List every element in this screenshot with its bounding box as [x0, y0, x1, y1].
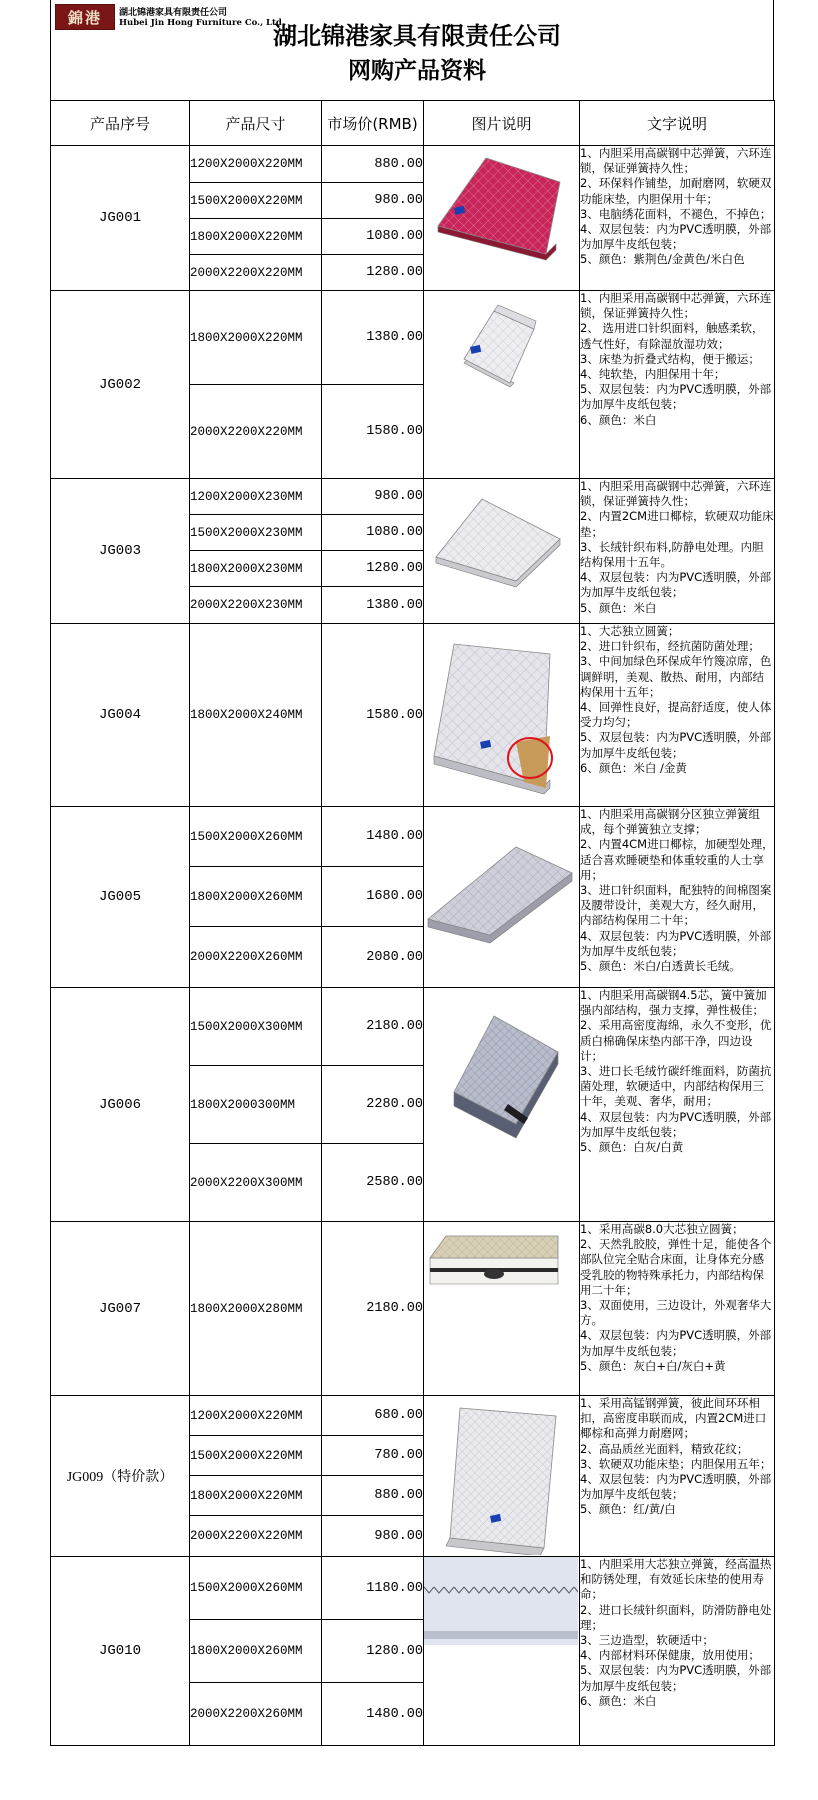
- description-line: 2、进口针织布，经抗菌防菌处理；: [580, 639, 760, 654]
- logo-seal-text: 錦港: [67, 8, 102, 27]
- product-description: [580, 479, 774, 622]
- product-price: 2180.00: [322, 1222, 424, 1396]
- product-price: 1280.00: [322, 255, 424, 291]
- product-size: 1500X2000X220MM: [190, 183, 322, 219]
- product-id: JG009（特价款）: [51, 1396, 190, 1557]
- product-image: [424, 624, 578, 804]
- product-image-cell: [424, 807, 580, 988]
- description-line: 6、颜色：米白: [580, 1693, 657, 1708]
- product-price: 1680.00: [322, 867, 424, 927]
- product-image: [424, 146, 578, 289]
- description-line: 4、纯软垫，内胆保用十年；: [580, 367, 726, 382]
- description-line: 4、双层包装：内为PVC透明膜，外部为加厚牛皮纸包装；: [580, 1328, 772, 1358]
- description-line: 4、回弹性良好，提高舒适度，使人体受力均匀；: [580, 700, 772, 730]
- description-line: 3、软硬双功能床垫；内胆保用五年；: [580, 1456, 772, 1471]
- product-image-cell: [424, 291, 580, 479]
- product-image-cell: [424, 1396, 580, 1557]
- column-header-id: 产品序号: [51, 101, 190, 146]
- page-title: 湖北锦港家具有限责任公司: [273, 22, 561, 50]
- table-row: [51, 1396, 775, 1436]
- product-image: [424, 1222, 578, 1394]
- product-price: 1080.00: [322, 219, 424, 255]
- product-description: [580, 1557, 774, 1744]
- product-price: 1380.00: [322, 587, 424, 624]
- product-price: 880.00: [322, 146, 424, 183]
- description-line: 2、天然乳胶胶，弹性十足，能使各个部队位完全贴合床面，让身体充分感受乳胶的物特殊承托力，内部结构保用二十年；: [580, 1237, 772, 1297]
- product-id: JG006: [51, 988, 190, 1222]
- product-price: 1280.00: [322, 551, 424, 587]
- table-row: [51, 291, 775, 385]
- product-id: JG004: [51, 624, 190, 807]
- product-description-cell: [580, 1222, 775, 1396]
- column-header-price: 市场价(RMB): [322, 101, 424, 146]
- product-table-body: [51, 146, 775, 1746]
- description-line: 5、颜色：紫荆色/金黄色/米白色: [580, 252, 745, 267]
- table-row: [51, 1557, 775, 1620]
- product-size: 2000X2200X260MM: [190, 1683, 322, 1746]
- product-price: 2280.00: [322, 1066, 424, 1144]
- description-line: 4、双层包装：内为PVC透明膜，外部为加厚牛皮纸包装；: [580, 222, 772, 252]
- product-size: 1500X2000X230MM: [190, 515, 322, 551]
- product-image-cell: [424, 1222, 580, 1396]
- description-line: 3、电脑绣花面料，不褪色，不掉色；: [580, 206, 772, 221]
- description-line: 5、颜色：白灰/白黄: [580, 1140, 684, 1155]
- product-size: 1200X2000X230MM: [190, 479, 322, 515]
- product-image: [424, 479, 578, 622]
- product-image-cell: [424, 988, 580, 1222]
- product-description-cell: [580, 624, 775, 807]
- description-line: 3、双面使用，三边设计，外观奢华大方。: [580, 1298, 772, 1328]
- product-description: [580, 291, 774, 477]
- product-size: 2000X2200X300MM: [190, 1144, 322, 1222]
- product-description: [580, 624, 774, 805]
- product-id: JG002: [51, 291, 190, 479]
- product-size: 1800X2000X280MM: [190, 1222, 322, 1396]
- product-price: 980.00: [322, 479, 424, 515]
- description-line: 1、内胆采用高碳钢中芯弹簧，六环连锁，保证弹簧持久性；: [580, 479, 772, 509]
- product-table: [50, 100, 775, 1746]
- product-image: [424, 988, 578, 1168]
- description-line: 6、颜色：米白 /金黄: [580, 760, 687, 775]
- table-row: [51, 807, 775, 867]
- description-line: 3、床垫为折叠式结构，便于搬运；: [580, 351, 760, 366]
- product-price: 1480.00: [322, 807, 424, 867]
- description-line: 2、环保料作铺垫，加耐磨网，软硬双功能床垫，内胆保用十年；: [580, 176, 772, 206]
- product-price: 2080.00: [322, 927, 424, 988]
- product-price: 980.00: [322, 183, 424, 219]
- product-size: 1800X2000X220MM: [190, 1476, 322, 1516]
- logo-company-name-cn: 湖北锦港家具有限责任公司: [119, 8, 228, 18]
- description-line: 5、颜色：米白: [580, 600, 657, 615]
- description-line: 5、颜色：红/黄/白: [580, 1502, 676, 1517]
- product-description: [580, 807, 774, 986]
- product-price: 780.00: [322, 1436, 424, 1476]
- description-line: 3、长绒针织布料,防静电处理。内胆结构保用十五年。: [580, 539, 764, 570]
- product-description: [580, 1396, 774, 1555]
- description-line: 1、内胆采用大芯独立弹簧，经高温热和防锈处理，有效延长床垫的使用寿命；: [580, 1557, 772, 1602]
- product-price: 1480.00: [322, 1683, 424, 1746]
- description-line: 2、 选用进口针织面料，触感柔软，透气性好，有除湿放湿功效；: [580, 321, 764, 351]
- description-line: 1、采用高锰钢弹簧，彼此间环环相扣，高密度串联而成，内置2CM进口椰棕和高弹力耐磨网；: [580, 1396, 767, 1441]
- product-price: 1580.00: [322, 385, 424, 479]
- description-line: 1、内胆采用高碳钢4.5芯，簧中簧加强内部结构，强力支撑，弹性极佳；: [580, 988, 767, 1018]
- product-size: 1200X2000X220MM: [190, 146, 322, 183]
- product-sheet: [50, 0, 774, 1800]
- product-price: 680.00: [322, 1396, 424, 1436]
- product-size: 2000X2200X220MM: [190, 1516, 322, 1557]
- product-image: [424, 1557, 578, 1737]
- product-size: 1800X2000X230MM: [190, 551, 322, 587]
- description-line: 1、内胆采用高碳钢分区独立弹簧组成，每个弹簧独立支撑；: [580, 807, 760, 837]
- description-line: 1、内胆采用高碳钢中芯弹簧，六环连锁，保证弹簧持久性；: [580, 291, 772, 321]
- product-image-cell: [424, 146, 580, 291]
- product-price: 1180.00: [322, 1557, 424, 1620]
- description-line: 4、双层包装：内为PVC透明膜，外部为加厚牛皮纸包装；: [580, 1109, 772, 1139]
- description-line: 5、双层包装：内为PVC透明膜，外部为加厚牛皮纸包装；: [580, 382, 772, 412]
- description-line: 5、颜色：灰白+白/灰白+黄: [580, 1358, 726, 1373]
- product-description-cell: [580, 807, 775, 988]
- product-price: 880.00: [322, 1476, 424, 1516]
- description-line: 1、采用高碳8.0大芯独立圆簧；: [580, 1222, 744, 1236]
- description-line: 3、三边造型，软硬适中；: [580, 1633, 714, 1648]
- table-row: [51, 988, 775, 1066]
- description-line: 2、高品质丝光面料，精致花纹；: [580, 1441, 749, 1456]
- description-line: 1、大芯独立圆簧；: [580, 624, 680, 638]
- sheet-header: [50, 0, 774, 100]
- table-header-row: [51, 101, 775, 146]
- product-size: 1200X2000X220MM: [190, 1396, 322, 1436]
- product-description-cell: [580, 146, 775, 291]
- product-size: 1500X2000X260MM: [190, 807, 322, 867]
- product-description-cell: [580, 291, 775, 479]
- description-line: 4、双层包装：内为PVC透明膜，外部为加厚牛皮纸包装；: [580, 1472, 772, 1502]
- page-subtitle: 网购产品资料: [348, 58, 486, 84]
- product-image: [424, 807, 578, 986]
- product-description: [580, 146, 774, 289]
- description-line: 1、内胆采用高碳钢中芯弹簧，六环连锁，保证弹簧持久性；: [580, 146, 772, 176]
- description-line: 5、颜色：米白/白透黄长毛绒。: [580, 959, 741, 974]
- product-size: 2000X2200X220MM: [190, 255, 322, 291]
- product-size: 1800X2000X260MM: [190, 867, 322, 927]
- product-id: JG001: [51, 146, 190, 291]
- product-price: 1080.00: [322, 515, 424, 551]
- description-line: 5、双层包装：内为PVC透明膜，外部为加厚牛皮纸包装；: [580, 1663, 772, 1693]
- product-id: JG007: [51, 1222, 190, 1396]
- description-line: 3、中间加绿色环保成年竹篾凉席，色调鲜明，美观、散热、耐用，内部结构保用十五年；: [580, 654, 772, 699]
- product-price: 1280.00: [322, 1620, 424, 1683]
- product-size: 2000X2200X260MM: [190, 927, 322, 988]
- description-line: 2、内置4CM进口椰棕，加硬型处理，适合喜欢睡硬垫和体重较重的人士享用；: [580, 837, 774, 882]
- description-line: 2、采用高密度海绵，永久不变形，优质白棉确保床垫内部干净，四边设计；: [580, 1018, 772, 1063]
- product-description-cell: [580, 1396, 775, 1557]
- description-line: 3、进口长毛绒竹碳纤维面料，防菌抗菌处理，软硬适中，内部结构保用三十年，美观、奢华，耐用；: [580, 1064, 772, 1109]
- product-image-cell: [424, 1557, 580, 1746]
- product-size: 1800X2000X220MM: [190, 219, 322, 255]
- product-size: 2000X2200X230MM: [190, 587, 322, 624]
- description-line: 4、内部材料环保健康，放用使用；: [580, 1648, 760, 1663]
- product-size: 1800X2000X260MM: [190, 1620, 322, 1683]
- logo-company-name-en: Hubei Jin Hong Furniture Co., Ltd.: [119, 18, 285, 28]
- description-line: 4、双层包装：内为PVC透明膜，外部为加厚牛皮纸包装；: [580, 928, 772, 958]
- description-line: 2、进口长绒针织面料，防滑防静电处理；: [580, 1602, 772, 1632]
- product-size: 2000X2200X220MM: [190, 385, 322, 479]
- product-size: 1500X2000X300MM: [190, 988, 322, 1066]
- table-row: [51, 479, 775, 515]
- product-size: 1800X2000X240MM: [190, 624, 322, 807]
- product-size: 1500X2000X220MM: [190, 1436, 322, 1476]
- product-size: 1500X2000X260MM: [190, 1557, 322, 1620]
- product-description: [580, 988, 774, 1220]
- product-price: 1380.00: [322, 291, 424, 385]
- column-header-size: 产品尺寸: [190, 101, 322, 146]
- product-price: 2180.00: [322, 988, 424, 1066]
- product-price: 1580.00: [322, 624, 424, 807]
- column-header-image: 图片说明: [424, 101, 580, 146]
- product-description-cell: [580, 1557, 775, 1746]
- product-id: JG003: [51, 479, 190, 624]
- description-line: 3、进口针织面料，配独特的间棉图案及腰带设计，美观大方，经久耐用，内部结构保用二十年；: [580, 883, 772, 928]
- product-size: 1800X2000300MM: [190, 1066, 322, 1144]
- description-line: 2、内置2CM进口椰棕，软硬双功能床垫；: [580, 509, 774, 539]
- product-price: 2580.00: [322, 1144, 424, 1222]
- product-description-cell: [580, 988, 775, 1222]
- product-size: 1800X2000X220MM: [190, 291, 322, 385]
- product-id: JG005: [51, 807, 190, 988]
- table-row: [51, 146, 775, 183]
- product-description-cell: [580, 479, 775, 624]
- description-line: 6、颜色：米白: [580, 412, 657, 427]
- column-header-description: 文字说明: [580, 101, 775, 146]
- description-line: 5、双层包装：内为PVC透明膜，外部为加厚牛皮纸包装；: [580, 730, 772, 760]
- product-image: [424, 1396, 578, 1555]
- table-row: [51, 1222, 775, 1396]
- description-line: 4、双层包装：内为PVC透明膜，外部为加厚牛皮纸包装；: [580, 570, 772, 600]
- product-image: [424, 291, 578, 471]
- product-image-cell: [424, 479, 580, 624]
- table-row: [51, 624, 775, 807]
- product-price: 980.00: [322, 1516, 424, 1557]
- product-id: JG010: [51, 1557, 190, 1746]
- product-description: [580, 1222, 774, 1394]
- product-image-cell: [424, 624, 580, 807]
